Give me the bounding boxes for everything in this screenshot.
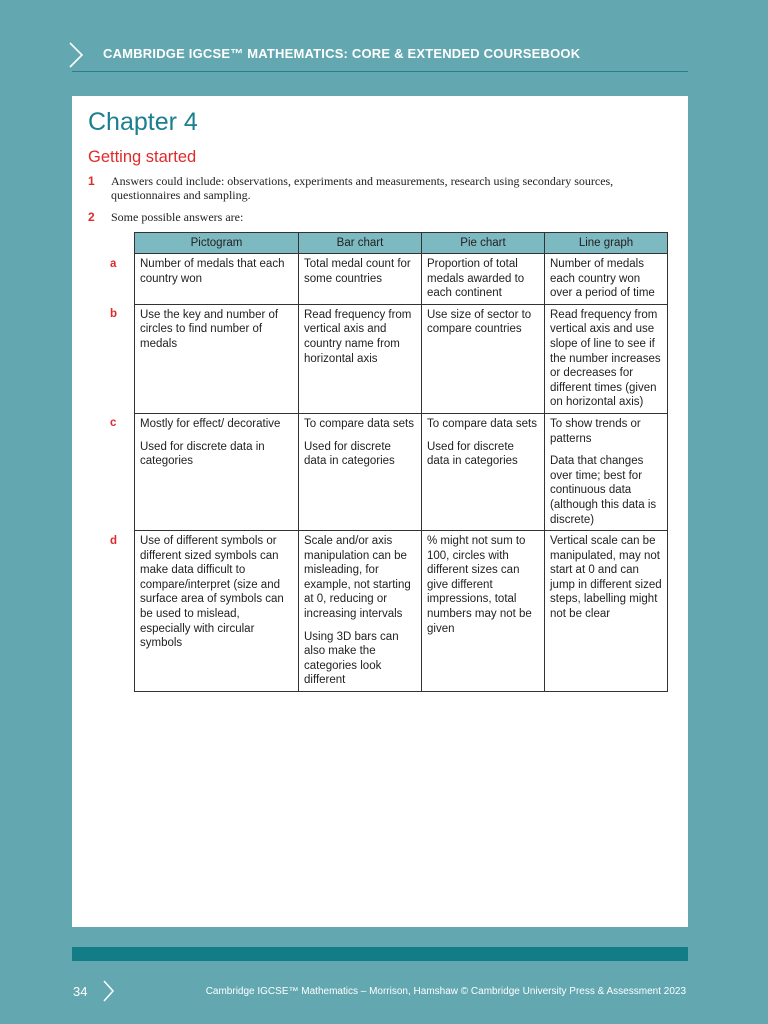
cell-text: To compare data sets bbox=[427, 417, 537, 430]
table-cell bbox=[545, 413, 668, 530]
cell-text: Used for discrete data in categories bbox=[140, 440, 265, 468]
question-number-2: 2 bbox=[88, 210, 95, 224]
table-cell bbox=[422, 304, 545, 413]
table-row bbox=[135, 304, 668, 413]
cell-text: To compare data sets bbox=[304, 417, 414, 430]
answers-table bbox=[134, 232, 668, 692]
row-letter: d bbox=[110, 534, 118, 547]
cell-text: Mostly for effect/ decorative bbox=[140, 417, 281, 430]
table-cell bbox=[299, 304, 422, 413]
book-title: CAMBRIDGE IGCSE™ MATHEMATICS: CORE & EXTENDED COURSEBOOK bbox=[103, 46, 581, 61]
table-row bbox=[135, 254, 668, 305]
question-text-2: Some possible answers are: bbox=[111, 210, 244, 224]
column-header: Pictogram bbox=[135, 233, 299, 254]
question-number-1: 1 bbox=[88, 174, 95, 188]
cell-text: Proportion of total medals awarded to each continent bbox=[427, 258, 525, 300]
cell-text: Number of medals each country won over a period of time bbox=[550, 258, 655, 300]
header-divider bbox=[72, 71, 688, 72]
footer-band bbox=[72, 947, 688, 961]
row-letter: a bbox=[110, 257, 117, 270]
cell-text: Number of medals that each country won bbox=[140, 258, 285, 285]
table-cell bbox=[422, 413, 545, 530]
table-cell bbox=[299, 413, 422, 530]
cell-text: Read frequency from vertical axis and country name from horizontal axis bbox=[304, 308, 412, 365]
table-cell bbox=[422, 531, 545, 692]
cell-text: Data that changes over time; best for continuous data (although this data is discrete) bbox=[550, 455, 657, 526]
footer-credit: Cambridge IGCSE™ Mathematics – Morrison, Hamshaw © Cambridge University Press & Assessment 2023 bbox=[205, 986, 686, 997]
column-header: Bar chart bbox=[299, 233, 422, 254]
page-number: 34 bbox=[73, 984, 88, 999]
table-header-row bbox=[135, 233, 668, 254]
table-cell bbox=[545, 531, 668, 692]
table-cell bbox=[135, 413, 299, 530]
section-title: Getting started bbox=[88, 148, 197, 166]
table-row bbox=[135, 531, 668, 692]
cell-text: Scale and/or axis manipulation can be misleading, for example, not starting at 0, reducing or increasing intervals bbox=[304, 535, 411, 621]
cell-text: To show trends or patterns bbox=[550, 417, 641, 445]
row-letter: b bbox=[110, 308, 118, 321]
cell-text: Used for discrete data in categories bbox=[427, 440, 518, 468]
table-cell bbox=[135, 531, 299, 692]
table-cell bbox=[545, 304, 668, 413]
footer-chevron-icon bbox=[101, 979, 115, 1003]
table-cell bbox=[299, 254, 422, 305]
cell-text: Use of different symbols or different sized symbols can make data difficult to compare/interpret (size and surface area of symbols can be used to mislead, especially with circular symbols bbox=[140, 535, 284, 650]
table-cell bbox=[422, 254, 545, 305]
cell-text: Used for discrete data in categories bbox=[304, 440, 395, 468]
cell-text: Use size of sector to compare countries bbox=[427, 308, 532, 336]
table-cell bbox=[299, 531, 422, 692]
page-content bbox=[72, 96, 688, 927]
cell-text: % might not sum to 100, circles with different sizes can give different impressions, total numbers may not be given bbox=[427, 535, 532, 635]
question-text-1: Answers could include: observations, experiments and measurements, research using secondary sources, questionnaires and sampling. bbox=[111, 174, 614, 202]
cell-text: Use the key and number of circles to find number of medals bbox=[140, 308, 279, 350]
cell-text: Total medal count for some countries bbox=[304, 258, 411, 285]
header-chevron-icon bbox=[67, 41, 85, 69]
table-row bbox=[135, 413, 668, 530]
column-header: Pie chart bbox=[422, 233, 545, 254]
column-header: Line graph bbox=[545, 233, 668, 254]
row-letter: c bbox=[110, 417, 117, 430]
cell-text: Using 3D bars can also make the categories look different bbox=[304, 630, 399, 687]
cell-text: Read frequency from vertical axis and use slope of line to see if the number increases or decreases for different times (given on horizontal axis) bbox=[550, 308, 661, 409]
chapter-title: Chapter 4 bbox=[88, 108, 198, 136]
table-cell bbox=[135, 254, 299, 305]
table-cell bbox=[135, 304, 299, 413]
table-cell bbox=[545, 254, 668, 305]
cell-text: Vertical scale can be manipulated, may not start at 0 and can jump in different sized steps, labelling might not be clear bbox=[550, 535, 662, 621]
